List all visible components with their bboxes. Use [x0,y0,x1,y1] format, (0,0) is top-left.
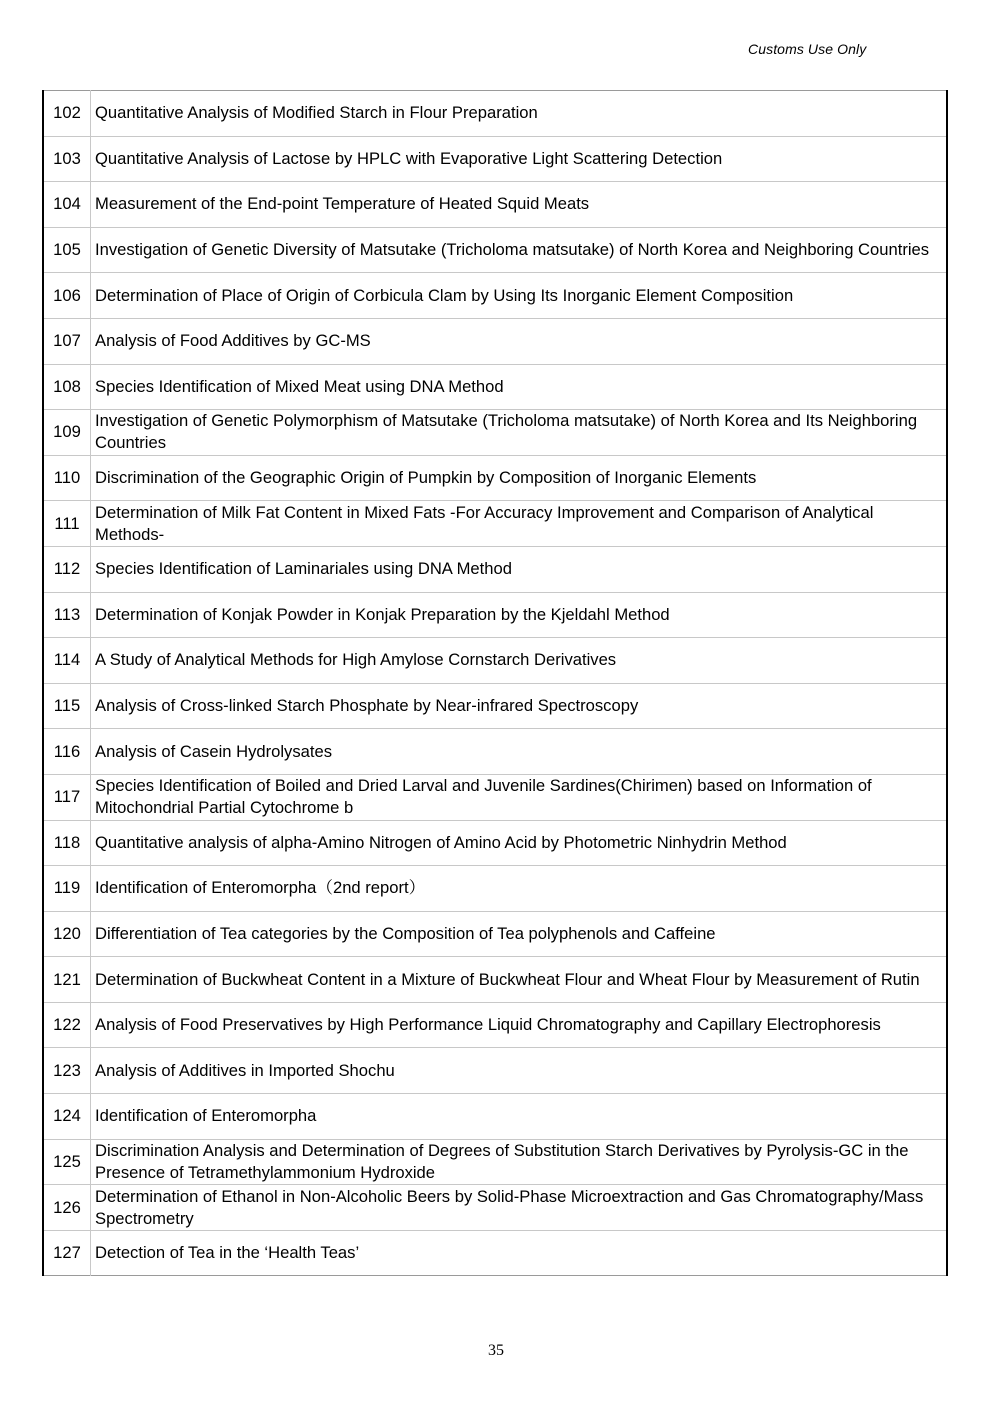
table-row [43,1139,947,1185]
report-number: 108 [43,364,91,410]
report-number: 113 [43,592,91,638]
report-title: Species Identification of Mixed Meat using DNA Method [91,364,948,410]
table-row [43,774,947,820]
report-title: Identification of Enteromorpha（2nd report） [91,866,948,912]
table-row [43,91,947,137]
table-row [43,820,947,866]
report-title: Analysis of Additives in Imported Shochu [91,1048,948,1094]
table-row [43,957,947,1003]
report-title: Investigation of Genetic Diversity of Matsutake (Tricholoma matsutake) of North Korea and Neighboring Countries [91,227,948,273]
report-number: 121 [43,957,91,1003]
report-title: Determination of Milk Fat Content in Mixed Fats -For Accuracy Improvement and Comparison of Analytical Methods- [91,501,948,547]
table-row [43,410,947,456]
table-row [43,1002,947,1048]
report-list-table [42,90,948,1276]
table-row [43,546,947,592]
report-number: 105 [43,227,91,273]
report-number: 116 [43,729,91,775]
table-row [43,729,947,775]
report-number: 114 [43,638,91,684]
report-number: 125 [43,1139,91,1185]
customs-use-only-note: Customs Use Only [748,41,867,57]
report-title: Discrimination Analysis and Determination of Degrees of Substitution Starch Derivatives by Pyrolysis-GC in the Presence of Tetramethylammonium Hydroxide [91,1139,948,1185]
report-title: Determination of Konjak Powder in Konjak Preparation by the Kjeldahl Method [91,592,948,638]
report-title: Determination of Buckwheat Content in a Mixture of Buckwheat Flour and Wheat Flour by Measurement of Rutin [91,957,948,1003]
report-number: 106 [43,273,91,319]
report-title: Quantitative analysis of alpha-Amino Nitrogen of Amino Acid by Photometric Ninhydrin Method [91,820,948,866]
report-number: 122 [43,1002,91,1048]
report-list-body [43,91,947,1276]
report-title: Differentiation of Tea categories by the Composition of Tea polyphenols and Caffeine [91,911,948,957]
table-row [43,1185,947,1231]
report-number: 126 [43,1185,91,1231]
table-row [43,182,947,228]
table-row [43,227,947,273]
table-row [43,1230,947,1276]
report-title: Investigation of Genetic Polymorphism of Matsutake (Tricholoma matsutake) of North Korea and Its Neighboring Countries [91,410,948,456]
report-title: Analysis of Cross-linked Starch Phosphate by Near-infrared Spectroscopy [91,683,948,729]
report-number: 107 [43,318,91,364]
report-title: Determination of Ethanol in Non-Alcoholic Beers by Solid-Phase Microextraction and Gas Chromatography/Mass Spectrometry [91,1185,948,1231]
table-row [43,136,947,182]
table-row [43,911,947,957]
report-title: Species Identification of Boiled and Dried Larval and Juvenile Sardines(Chirimen) based on Information of Mitochondrial Partial Cytochrome b [91,774,948,820]
table-row [43,638,947,684]
table-row [43,501,947,547]
report-number: 123 [43,1048,91,1094]
report-title: Analysis of Casein Hydrolysates [91,729,948,775]
report-number: 127 [43,1230,91,1276]
report-number: 117 [43,774,91,820]
report-title: Determination of Place of Origin of Corbicula Clam by Using Its Inorganic Element Composition [91,273,948,319]
report-number: 124 [43,1094,91,1140]
report-title: Quantitative Analysis of Lactose by HPLC with Evaporative Light Scattering Detection [91,136,948,182]
report-title: Detection of Tea in the ‘Health Teas’ [95,1243,360,1263]
table-row [43,364,947,410]
report-number: 104 [43,182,91,228]
report-title: A Study of Analytical Methods for High Amylose Cornstarch Derivatives [91,638,948,684]
table-row [43,866,947,912]
report-number: 118 [43,820,91,866]
report-number: 120 [43,911,91,957]
report-number: 115 [43,683,91,729]
table-row [43,273,947,319]
report-title: Quantitative Analysis of Modified Starch in Flour Preparation [91,91,948,137]
table-row [43,1048,947,1094]
report-number: 111 [43,501,91,547]
table-row [43,1094,947,1140]
report-number: 109 [43,410,91,456]
report-title: Discrimination of the Geographic Origin of Pumpkin by Composition of Inorganic Elements [91,455,948,501]
report-title: Analysis of Food Preservatives by High Performance Liquid Chromatography and Capillary Electrophoresis [91,1002,948,1048]
report-number: 110 [43,455,91,501]
table-row [43,592,947,638]
table-row [43,683,947,729]
report-title: Analysis of Food Additives by GC-MS [91,318,948,364]
table-row [43,318,947,364]
table-row [43,455,947,501]
page-number: 35 [488,1342,504,1359]
report-title: Measurement of the End-point Temperature of Heated Squid Meats [91,182,948,228]
report-title: Species Identification of Laminariales using DNA Method [91,546,948,592]
report-number: 102 [43,91,91,137]
report-title: Identification of Enteromorpha [91,1094,948,1140]
report-number: 119 [43,866,91,912]
report-number: 112 [43,546,91,592]
report-number: 103 [43,136,91,182]
